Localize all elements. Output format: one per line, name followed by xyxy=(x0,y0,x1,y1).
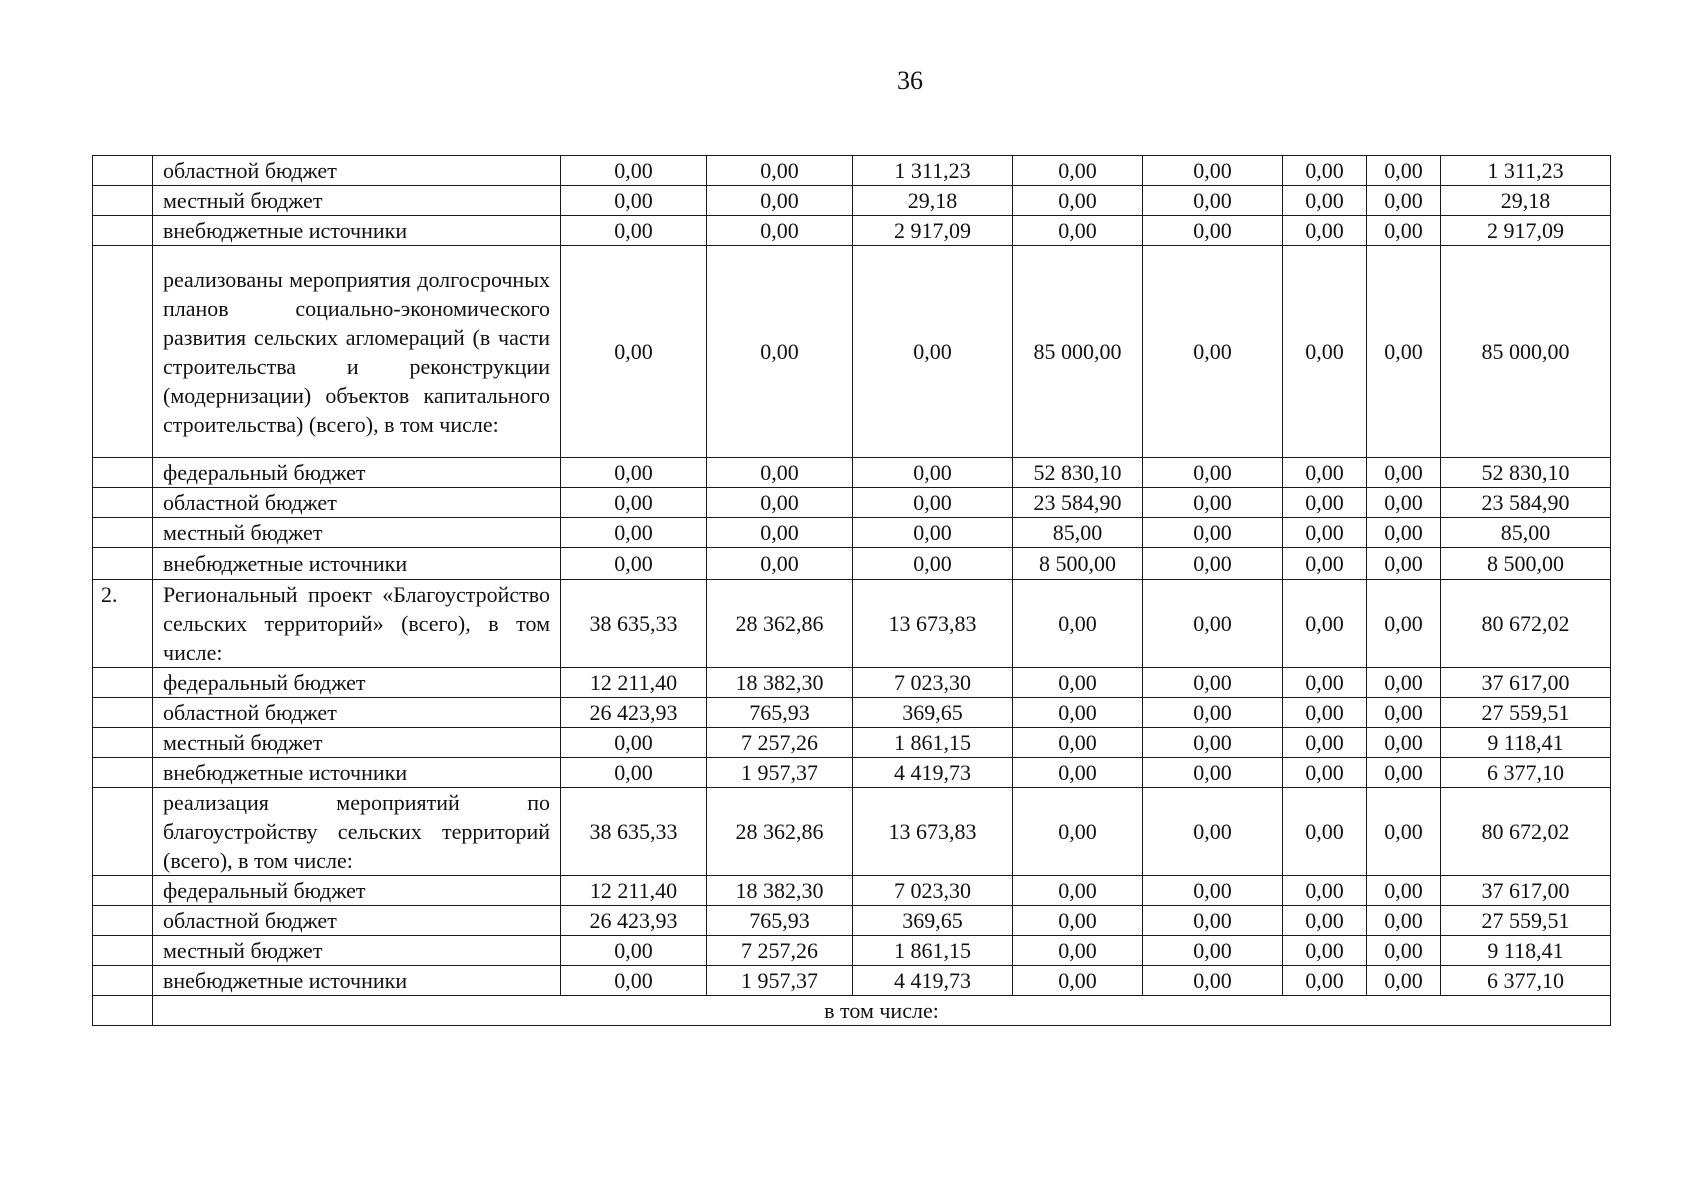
value-cell: 37 617,00 xyxy=(1441,876,1611,906)
value-cell: 4 419,73 xyxy=(853,966,1013,996)
value-cell: 0,00 xyxy=(1013,876,1143,906)
row-label-cell: местный бюджет xyxy=(153,518,561,548)
row-label-cell: областной бюджет xyxy=(153,698,561,728)
row-label-cell: федеральный бюджет xyxy=(153,668,561,698)
value-cell: 13 673,83 xyxy=(853,580,1013,668)
value-cell: 38 635,33 xyxy=(561,788,707,876)
value-cell: 0,00 xyxy=(1283,758,1367,788)
table-row xyxy=(93,580,1611,668)
value-cell: 18 382,30 xyxy=(707,668,853,698)
value-cell: 0,00 xyxy=(1013,216,1143,246)
value-cell: 0,00 xyxy=(1283,246,1367,458)
table-row xyxy=(93,216,1611,246)
value-cell: 0,00 xyxy=(1143,906,1283,936)
value-cell: 0,00 xyxy=(707,458,853,488)
value-cell: 0,00 xyxy=(1283,698,1367,728)
row-number-cell xyxy=(93,758,153,788)
value-cell: 0,00 xyxy=(1143,788,1283,876)
value-cell: 52 830,10 xyxy=(1441,458,1611,488)
row-label-cell: реализованы мероприятия долгосрочных планов социально-экономического развития сельских агломераций (в части строительства и реконструкции (модернизации) объектов капитального строительства) (всего), в том числе: xyxy=(153,246,561,458)
table-row xyxy=(93,488,1611,518)
value-cell: 1 957,37 xyxy=(707,966,853,996)
value-cell: 0,00 xyxy=(1283,458,1367,488)
row-label-cell: федеральный бюджет xyxy=(153,458,561,488)
row-label-cell: реализация мероприятий по благоустройству сельских территорий (всего), в том числе: xyxy=(153,788,561,876)
value-cell: 0,00 xyxy=(561,518,707,548)
value-cell: 7 023,30 xyxy=(853,876,1013,906)
value-cell: 0,00 xyxy=(853,518,1013,548)
value-cell: 0,00 xyxy=(561,488,707,518)
value-cell: 0,00 xyxy=(1367,936,1441,966)
value-cell: 0,00 xyxy=(1283,936,1367,966)
value-cell: 0,00 xyxy=(1367,906,1441,936)
value-cell: 0,00 xyxy=(1143,966,1283,996)
table-row xyxy=(93,788,1611,876)
value-cell: 7 023,30 xyxy=(853,668,1013,698)
value-cell: 0,00 xyxy=(1283,518,1367,548)
value-cell: 0,00 xyxy=(1143,758,1283,788)
value-cell: 0,00 xyxy=(1013,728,1143,758)
value-cell: 29,18 xyxy=(1441,186,1611,216)
value-cell: 38 635,33 xyxy=(561,580,707,668)
value-cell: 0,00 xyxy=(561,216,707,246)
value-cell: 0,00 xyxy=(853,458,1013,488)
budget-table xyxy=(92,155,1611,1026)
value-cell: 0,00 xyxy=(1283,728,1367,758)
value-cell: 0,00 xyxy=(1283,966,1367,996)
section-note: в том числе: xyxy=(153,996,1611,1026)
value-cell: 0,00 xyxy=(1367,728,1441,758)
table-row xyxy=(93,156,1611,186)
value-cell: 765,93 xyxy=(707,906,853,936)
value-cell: 0,00 xyxy=(1143,936,1283,966)
value-cell: 8 500,00 xyxy=(1441,548,1611,580)
value-cell: 1 311,23 xyxy=(853,156,1013,186)
value-cell: 0,00 xyxy=(1013,906,1143,936)
value-cell: 2 917,09 xyxy=(853,216,1013,246)
value-cell: 26 423,93 xyxy=(561,698,707,728)
value-cell: 85,00 xyxy=(1013,518,1143,548)
value-cell: 1 311,23 xyxy=(1441,156,1611,186)
row-label-cell: областной бюджет xyxy=(153,906,561,936)
value-cell: 0,00 xyxy=(1013,668,1143,698)
value-cell: 0,00 xyxy=(1013,580,1143,668)
value-cell: 0,00 xyxy=(1367,698,1441,728)
value-cell: 8 500,00 xyxy=(1013,548,1143,580)
value-cell: 27 559,51 xyxy=(1441,906,1611,936)
table-row xyxy=(93,996,1611,1026)
value-cell: 0,00 xyxy=(1143,580,1283,668)
table-row xyxy=(93,548,1611,580)
value-cell: 0,00 xyxy=(561,966,707,996)
value-cell: 0,00 xyxy=(1367,458,1441,488)
row-number-cell xyxy=(93,996,153,1026)
value-cell: 0,00 xyxy=(1143,668,1283,698)
value-cell: 0,00 xyxy=(707,518,853,548)
value-cell: 0,00 xyxy=(1143,246,1283,458)
value-cell: 0,00 xyxy=(1367,518,1441,548)
value-cell: 0,00 xyxy=(561,186,707,216)
row-label-cell: местный бюджет xyxy=(153,728,561,758)
row-number-cell xyxy=(93,518,153,548)
value-cell: 0,00 xyxy=(707,156,853,186)
value-cell: 0,00 xyxy=(1013,966,1143,996)
value-cell: 0,00 xyxy=(1143,876,1283,906)
value-cell: 28 362,86 xyxy=(707,788,853,876)
value-cell: 0,00 xyxy=(1367,580,1441,668)
row-label-cell: местный бюджет xyxy=(153,936,561,966)
value-cell: 0,00 xyxy=(707,488,853,518)
value-cell: 0,00 xyxy=(1283,548,1367,580)
table-row xyxy=(93,936,1611,966)
value-cell: 2 917,09 xyxy=(1441,216,1611,246)
value-cell: 0,00 xyxy=(1283,488,1367,518)
value-cell: 0,00 xyxy=(561,458,707,488)
value-cell: 23 584,90 xyxy=(1441,488,1611,518)
value-cell: 0,00 xyxy=(1013,698,1143,728)
value-cell: 6 377,10 xyxy=(1441,966,1611,996)
value-cell: 28 362,86 xyxy=(707,580,853,668)
value-cell: 0,00 xyxy=(1013,788,1143,876)
value-cell: 26 423,93 xyxy=(561,906,707,936)
value-cell: 0,00 xyxy=(1367,788,1441,876)
value-cell: 0,00 xyxy=(1367,548,1441,580)
value-cell: 0,00 xyxy=(1283,216,1367,246)
value-cell: 85,00 xyxy=(1441,518,1611,548)
table-row xyxy=(93,698,1611,728)
row-label-cell: областной бюджет xyxy=(153,488,561,518)
row-number-cell xyxy=(93,936,153,966)
value-cell: 0,00 xyxy=(853,488,1013,518)
value-cell: 37 617,00 xyxy=(1441,668,1611,698)
value-cell: 0,00 xyxy=(1143,488,1283,518)
value-cell: 0,00 xyxy=(1143,698,1283,728)
value-cell: 12 211,40 xyxy=(561,876,707,906)
row-number-cell xyxy=(93,246,153,458)
value-cell: 0,00 xyxy=(1143,458,1283,488)
value-cell: 0,00 xyxy=(1367,186,1441,216)
table-row xyxy=(93,728,1611,758)
value-cell: 9 118,41 xyxy=(1441,936,1611,966)
row-number-cell xyxy=(93,728,153,758)
table-row xyxy=(93,906,1611,936)
value-cell: 1 861,15 xyxy=(853,728,1013,758)
value-cell: 0,00 xyxy=(1283,156,1367,186)
table-row xyxy=(93,458,1611,488)
value-cell: 0,00 xyxy=(1367,216,1441,246)
row-label-cell: федеральный бюджет xyxy=(153,876,561,906)
row-number-cell xyxy=(93,186,153,216)
value-cell: 18 382,30 xyxy=(707,876,853,906)
value-cell: 0,00 xyxy=(1143,156,1283,186)
value-cell: 0,00 xyxy=(1283,788,1367,876)
value-cell: 0,00 xyxy=(707,548,853,580)
value-cell: 0,00 xyxy=(707,216,853,246)
value-cell: 0,00 xyxy=(1143,216,1283,246)
table-row xyxy=(93,876,1611,906)
row-number-cell xyxy=(93,668,153,698)
value-cell: 0,00 xyxy=(1367,876,1441,906)
table-row xyxy=(93,966,1611,996)
row-number-cell xyxy=(93,216,153,246)
row-label-cell: внебюджетные источники xyxy=(153,758,561,788)
row-number-cell: 2. xyxy=(93,580,153,668)
value-cell: 0,00 xyxy=(707,246,853,458)
table-row xyxy=(93,668,1611,698)
row-number-cell xyxy=(93,966,153,996)
value-cell: 0,00 xyxy=(561,936,707,966)
value-cell: 0,00 xyxy=(1283,876,1367,906)
value-cell: 27 559,51 xyxy=(1441,698,1611,728)
value-cell: 7 257,26 xyxy=(707,728,853,758)
row-number-cell xyxy=(93,488,153,518)
value-cell: 0,00 xyxy=(853,246,1013,458)
row-number-cell xyxy=(93,548,153,580)
value-cell: 0,00 xyxy=(853,548,1013,580)
value-cell: 0,00 xyxy=(1283,580,1367,668)
value-cell: 369,65 xyxy=(853,906,1013,936)
value-cell: 0,00 xyxy=(1283,906,1367,936)
value-cell: 0,00 xyxy=(1013,758,1143,788)
value-cell: 80 672,02 xyxy=(1441,580,1611,668)
row-number-cell xyxy=(93,698,153,728)
row-label-cell: Региональный проект «Благоустройство сельских территорий» (всего), в том числе: xyxy=(153,580,561,668)
row-label-cell: внебюджетные источники xyxy=(153,216,561,246)
table-row xyxy=(93,186,1611,216)
row-number-cell xyxy=(93,788,153,876)
table-row xyxy=(93,246,1611,458)
value-cell: 85 000,00 xyxy=(1441,246,1611,458)
value-cell: 0,00 xyxy=(1367,758,1441,788)
row-label-cell: областной бюджет xyxy=(153,156,561,186)
row-number-cell xyxy=(93,458,153,488)
page-number: 36 xyxy=(897,66,923,95)
value-cell: 1 861,15 xyxy=(853,936,1013,966)
value-cell: 9 118,41 xyxy=(1441,728,1611,758)
value-cell: 13 673,83 xyxy=(853,788,1013,876)
value-cell: 6 377,10 xyxy=(1441,758,1611,788)
value-cell: 0,00 xyxy=(561,728,707,758)
value-cell: 29,18 xyxy=(853,186,1013,216)
value-cell: 0,00 xyxy=(1283,668,1367,698)
value-cell: 12 211,40 xyxy=(561,668,707,698)
value-cell: 0,00 xyxy=(1013,936,1143,966)
budget-table-body xyxy=(93,156,1611,1026)
value-cell: 0,00 xyxy=(1013,156,1143,186)
value-cell: 0,00 xyxy=(561,156,707,186)
row-number-cell xyxy=(93,156,153,186)
value-cell: 0,00 xyxy=(1013,186,1143,216)
value-cell: 23 584,90 xyxy=(1013,488,1143,518)
value-cell: 7 257,26 xyxy=(707,936,853,966)
value-cell: 0,00 xyxy=(1367,156,1441,186)
value-cell: 0,00 xyxy=(561,548,707,580)
row-label-cell: внебюджетные источники xyxy=(153,966,561,996)
value-cell: 0,00 xyxy=(561,246,707,458)
value-cell: 0,00 xyxy=(1367,668,1441,698)
table-row xyxy=(93,758,1611,788)
value-cell: 80 672,02 xyxy=(1441,788,1611,876)
value-cell: 0,00 xyxy=(1367,246,1441,458)
value-cell: 4 419,73 xyxy=(853,758,1013,788)
value-cell: 369,65 xyxy=(853,698,1013,728)
value-cell: 0,00 xyxy=(1143,518,1283,548)
row-label-cell: местный бюджет xyxy=(153,186,561,216)
value-cell: 0,00 xyxy=(1143,186,1283,216)
value-cell: 0,00 xyxy=(561,758,707,788)
value-cell: 1 957,37 xyxy=(707,758,853,788)
row-number-cell xyxy=(93,906,153,936)
value-cell: 52 830,10 xyxy=(1013,458,1143,488)
value-cell: 0,00 xyxy=(1367,488,1441,518)
row-label-cell: внебюджетные источники xyxy=(153,548,561,580)
value-cell: 0,00 xyxy=(1367,966,1441,996)
value-cell: 85 000,00 xyxy=(1013,246,1143,458)
value-cell: 0,00 xyxy=(1143,548,1283,580)
value-cell: 0,00 xyxy=(1283,186,1367,216)
value-cell: 0,00 xyxy=(1143,728,1283,758)
row-number-cell xyxy=(93,876,153,906)
value-cell: 765,93 xyxy=(707,698,853,728)
table-row xyxy=(93,518,1611,548)
value-cell: 0,00 xyxy=(707,186,853,216)
